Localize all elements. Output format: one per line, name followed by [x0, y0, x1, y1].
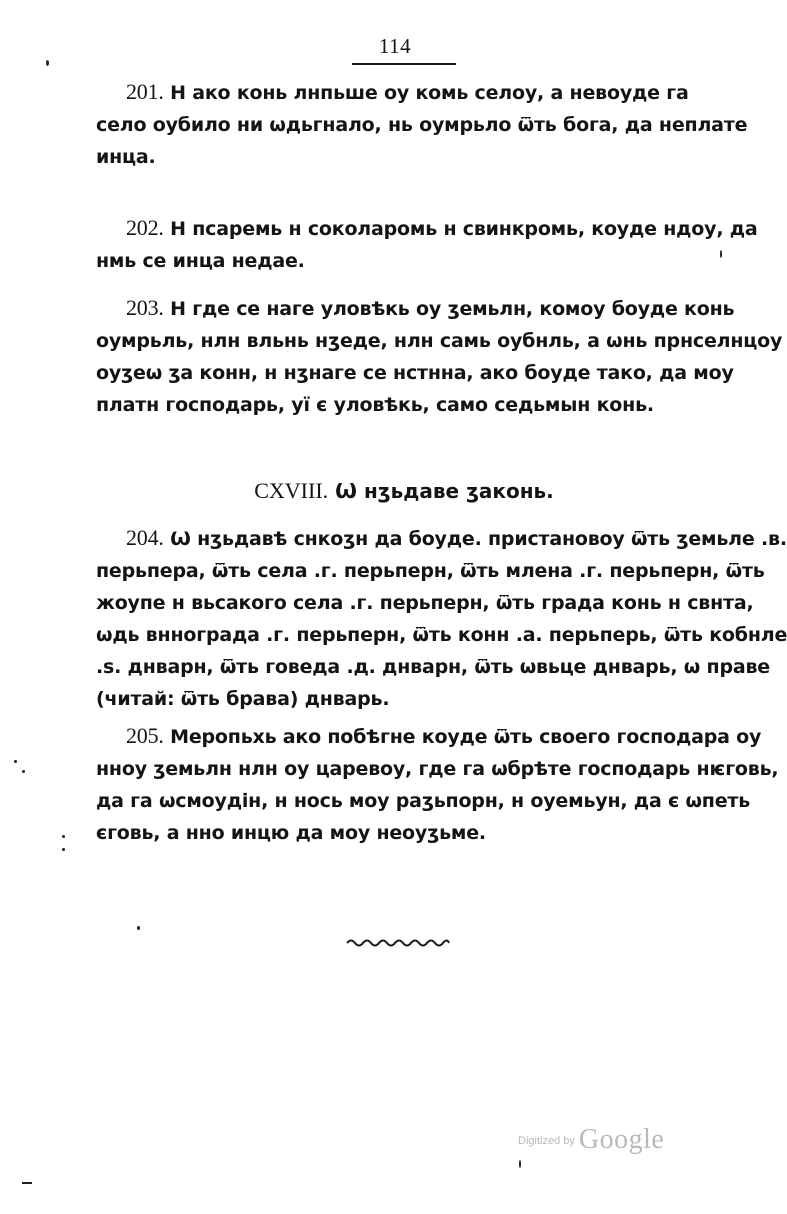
paragraph-text: Н где се наге уловѣкь оу ӡемьлн, комоу боуде конь	[170, 298, 735, 320]
scan-speck	[519, 1160, 521, 1168]
paragraph-number: 202.	[126, 215, 164, 240]
paragraph-number: 203.	[126, 295, 164, 320]
paragraph-number: 201.	[126, 79, 164, 104]
section-numeral: CXVIII.	[254, 478, 329, 503]
watermark-google-logo: Google	[578, 1124, 665, 1155]
scan-speck	[22, 1182, 32, 1184]
paragraph-text: Н ако конь лнпьше оу комь селоу, а невоуде га	[170, 82, 689, 104]
paragraph-204	[96, 522, 787, 715]
scan-speck	[62, 835, 65, 838]
paragraph-text: Меропьхь ако побѣгне коуде ѿть своего господара оу	[170, 726, 762, 748]
paragraph-line	[96, 212, 758, 245]
paragraph-line: да га ѡсмоудін, н нось моу раӡьпорн, н оуемьун, да є ѡпеть	[96, 790, 751, 812]
paragraph-text: Ѡ нӡьдавѣ снкоӡн да боуде. пристановоу ѿть ӡемьле .в.	[170, 528, 787, 550]
paragraph-line: платн господарь, уї є уловѣкь, само седьмын конь.	[96, 394, 654, 416]
scan-speck	[46, 60, 49, 66]
paragraph-205	[96, 720, 779, 849]
google-watermark	[518, 1124, 664, 1156]
paragraph-line: єговь, а нно инцю да моу неоуӡьме.	[96, 822, 486, 844]
end-ornament	[345, 936, 451, 950]
paragraph-line	[96, 522, 787, 555]
paragraph-203	[96, 292, 783, 421]
paragraph-line: село оубило ни ѡдьгнало, нь оумрьло ѿть бога, да неплате	[96, 114, 748, 136]
header-rule	[352, 63, 456, 65]
paragraph-line	[96, 720, 762, 753]
paragraph-number: 204.	[126, 525, 164, 550]
paragraph-line: нноу ӡемьлн нлн оу царевоу, где га ѡбрѣте господарь нѥговь,	[96, 758, 779, 780]
section-heading	[96, 478, 712, 504]
paragraph-line: ѡдь вннограда .г. перьперн, ѿть конн .а. перьперь, ѿть кобнле	[96, 624, 787, 646]
paragraph-line: жоупе н вьсакого села .г. перьперн, ѿть града конь н свнта,	[96, 592, 754, 614]
page-number: 114	[378, 34, 412, 58]
scan-speck	[14, 760, 17, 763]
paragraph-line: (читай: ѿть брава) днварь.	[96, 688, 390, 710]
paragraph-line: инца.	[96, 146, 156, 168]
section-title: Ѡ нӡьдаве ӡаконь.	[335, 479, 554, 503]
paragraph-text: Н псаремь н соколаромь н свинкромь, коуде ндоу, да	[170, 218, 758, 240]
paragraph-202	[96, 212, 758, 277]
paragraph-line: оумрьль, нлн вльнь нӡеде, нлн самь оубнль, а ѡнь прнселнцоу	[96, 330, 783, 352]
paragraph-number: 205.	[126, 723, 164, 748]
scan-speck	[62, 848, 65, 851]
scan-speck	[720, 250, 722, 258]
scan-speck	[137, 926, 140, 930]
watermark-digitized-text: Digitized by	[518, 1135, 575, 1147]
paragraph-201	[96, 76, 748, 173]
paragraph-line: нмь се инца недае.	[96, 250, 305, 272]
scan-speck	[22, 770, 25, 773]
paragraph-line	[96, 292, 735, 325]
paragraph-line: .ѕ. днварн, ѿть говеда .д. днварн, ѿть ѡвьце днварь, ѡ праве	[96, 656, 770, 678]
paragraph-line: оуӡеѡ ӡа конн, н нӡнаге се нстнна, ако боуде тако, да моу	[96, 362, 734, 384]
paragraph-line: перьпера, ѿть села .г. перьперн, ѿть млена .г. перьперн, ѿть	[96, 560, 765, 582]
paragraph-line	[96, 76, 712, 109]
